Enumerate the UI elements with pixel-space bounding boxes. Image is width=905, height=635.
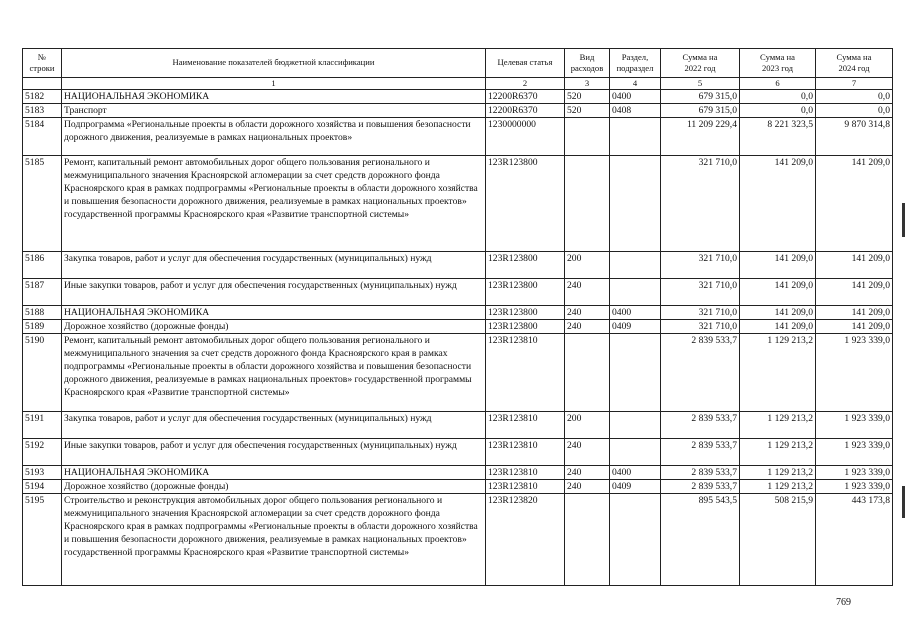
cell-sum-2022: 321 710,0 [661,320,740,334]
cell-sum-2024: 141 209,0 [816,252,893,279]
column-number [23,78,62,90]
cell-sum-2022: 11 209 229,4 [661,118,740,156]
table-row [23,480,893,494]
cell-section: 0400 [610,466,661,480]
cell-sum-2023: 1 129 213,2 [740,334,816,412]
cell-sum-2022: 321 710,0 [661,306,740,320]
cell-sum-2024: 141 209,0 [816,320,893,334]
cell-section: 0400 [610,90,661,104]
cell-expense-type: 520 [565,90,610,104]
column-number: 6 [740,78,816,90]
table-row [23,306,893,320]
cell-sum-2023: 141 209,0 [740,306,816,320]
cell-sum-2023: 1 129 213,2 [740,480,816,494]
cell-sum-2023: 141 209,0 [740,279,816,306]
cell-sum-2024: 443 173,8 [816,494,893,586]
cell-target-article: 123R123810 [486,334,565,412]
cell-indicator-name: Подпрограмма «Региональные проекты в области дорожного хозяйства и повышения безопасности дорожного движения, реализуемые в рамках национальных проектов» [62,118,486,156]
cell-section [610,439,661,466]
cell-target-article: 123R123810 [486,412,565,439]
cell-sum-2023: 1 129 213,2 [740,439,816,466]
cell-section: 0400 [610,306,661,320]
cell-target-article: 123R123800 [486,306,565,320]
cell-target-article: 123R123800 [486,279,565,306]
cell-sum-2022: 2 839 533,7 [661,334,740,412]
cell-indicator-name: Строительство и реконструкция автомобильных дорог общего пользования регионального и межмуниципального значения Красноярской агломерации за счет средств дорожного фонда Красноярского края в рамках подпрограммы «Региональные проекты в области дорожного хозяйства и повышения безопасности дорожного движения, реализуемые в рамках национальных проектов» государственной программы Красноярского края «Развитие транспортной системы» [62,494,486,586]
cell-expense-type [565,118,610,156]
header-row-no: № строки [23,49,62,78]
cell-sum-2022: 679 315,0 [661,104,740,118]
cell-sum-2023: 141 209,0 [740,320,816,334]
cell-sum-2024: 1 923 339,0 [816,439,893,466]
cell-sum-2024: 141 209,0 [816,156,893,252]
cell-sum-2024: 1 923 339,0 [816,412,893,439]
budget-table [22,48,893,586]
cell-expense-type: 240 [565,306,610,320]
cell-target-article: 123R123800 [486,156,565,252]
column-number: 1 [62,78,486,90]
cell-expense-type [565,156,610,252]
cell-sum-2023: 8 221 323,5 [740,118,816,156]
table-row [23,104,893,118]
header-target-article: Целевая статья [486,49,565,78]
cell-sum-2022: 2 839 533,7 [661,412,740,439]
cell-target-article: 12200R6370 [486,90,565,104]
cell-indicator-name: Закупка товаров, работ и услуг для обеспечения государственных (муниципальных) нужд [62,252,486,279]
cell-section [610,334,661,412]
cell-indicator-name: Дорожное хозяйство (дорожные фонды) [62,480,486,494]
cell-indicator-name: Ремонт, капитальный ремонт автомобильных дорог общего пользования регионального и межмуниципального значения Красноярской агломерации за счет средств дорожного фонда Красноярского края в рамках подпрограммы «Региональные проекты в области дорожного хозяйства и повышения безопасности дорожного движения, реализуемые в рамках национальных проектов» государственной программы Красноярского края «Развитие транспортной системы» [62,156,486,252]
cell-section: 0409 [610,320,661,334]
cell-sum-2024: 0,0 [816,90,893,104]
cell-sum-2024: 9 870 314,8 [816,118,893,156]
cell-expense-type: 200 [565,412,610,439]
cell-sum-2024: 1 923 339,0 [816,480,893,494]
cell-sum-2023: 0,0 [740,90,816,104]
table-row [23,90,893,104]
cell-expense-type [565,334,610,412]
cell-target-article: 123R123810 [486,480,565,494]
header-section: Раздел, подраздел [610,49,661,78]
cell-expense-type: 240 [565,439,610,466]
table-row [23,320,893,334]
cell-target-article: 123R123800 [486,320,565,334]
cell-sum-2022: 2 839 533,7 [661,439,740,466]
column-number: 2 [486,78,565,90]
cell-expense-type: 240 [565,279,610,306]
table-row [23,466,893,480]
cell-row-number: 5190 [23,334,62,412]
cell-sum-2024: 141 209,0 [816,306,893,320]
cell-sum-2023: 0,0 [740,104,816,118]
cell-row-number: 5191 [23,412,62,439]
header-name: Наименование показателей бюджетной классификации [62,49,486,78]
column-number: 3 [565,78,610,90]
table-header [23,49,893,90]
cell-indicator-name: НАЦИОНАЛЬНАЯ ЭКОНОМИКА [62,90,486,104]
column-number-row [23,78,893,90]
cell-row-number: 5182 [23,90,62,104]
cell-row-number: 5194 [23,480,62,494]
cell-section: 0409 [610,480,661,494]
cell-section [610,412,661,439]
cell-expense-type: 240 [565,466,610,480]
table-row [23,334,893,412]
cell-sum-2024: 1 923 339,0 [816,466,893,480]
cell-target-article: 12200R6370 [486,104,565,118]
cell-sum-2022: 321 710,0 [661,279,740,306]
cell-sum-2022: 2 839 533,7 [661,466,740,480]
column-number: 5 [661,78,740,90]
table-row [23,412,893,439]
header-expense-type: Вид расходов [565,49,610,78]
column-number: 4 [610,78,661,90]
cell-target-article: 123R123810 [486,466,565,480]
cell-section [610,118,661,156]
cell-sum-2022: 321 710,0 [661,252,740,279]
cell-section [610,494,661,586]
cell-expense-type [565,494,610,586]
cell-row-number: 5185 [23,156,62,252]
cell-expense-type: 240 [565,320,610,334]
header-sum-2022: Сумма на 2022 год [661,49,740,78]
column-number: 7 [816,78,893,90]
table-row [23,156,893,252]
cell-row-number: 5195 [23,494,62,586]
cell-expense-type: 520 [565,104,610,118]
cell-sum-2023: 141 209,0 [740,252,816,279]
cell-row-number: 5193 [23,466,62,480]
cell-sum-2024: 141 209,0 [816,279,893,306]
table-row [23,279,893,306]
cell-expense-type: 200 [565,252,610,279]
header-sum-2023: Сумма на 2023 год [740,49,816,78]
cell-section [610,252,661,279]
cell-sum-2023: 141 209,0 [740,156,816,252]
cell-indicator-name: НАЦИОНАЛЬНАЯ ЭКОНОМИКА [62,306,486,320]
cell-sum-2022: 2 839 533,7 [661,480,740,494]
table-row [23,494,893,586]
cell-indicator-name: Дорожное хозяйство (дорожные фонды) [62,320,486,334]
cell-target-article: 123R123810 [486,439,565,466]
cell-indicator-name: Иные закупки товаров, работ и услуг для обеспечения государственных (муниципальных) нужд [62,279,486,306]
cell-section: 0408 [610,104,661,118]
cell-row-number: 5188 [23,306,62,320]
cell-sum-2024: 1 923 339,0 [816,334,893,412]
cell-row-number: 5189 [23,320,62,334]
page-number: 769 [836,597,851,608]
cell-target-article: 1230000000 [486,118,565,156]
cell-sum-2022: 679 315,0 [661,90,740,104]
cell-sum-2024: 0,0 [816,104,893,118]
cell-indicator-name: НАЦИОНАЛЬНАЯ ЭКОНОМИКА [62,466,486,480]
cell-section [610,279,661,306]
cell-sum-2023: 1 129 213,2 [740,466,816,480]
cell-target-article: 123R123820 [486,494,565,586]
cell-row-number: 5192 [23,439,62,466]
cell-section [610,156,661,252]
cell-target-article: 123R123800 [486,252,565,279]
cell-sum-2023: 1 129 213,2 [740,412,816,439]
cell-row-number: 5186 [23,252,62,279]
table-row [23,252,893,279]
cell-indicator-name: Ремонт, капитальный ремонт автомобильных дорог общего пользования регионального и межмуниципального значения за счет средств дорожного фонда Красноярского края в рамках подпрограммы «Региональные проекты в области дорожного хозяйства и повышения безопасности дорожного движения, реализуемые в рамках национальных проектов» государственной программы Красноярского края «Развитие транспортной системы» [62,334,486,412]
cell-row-number: 5184 [23,118,62,156]
header-sum-2024: Сумма на 2024 год [816,49,893,78]
cell-expense-type: 240 [565,480,610,494]
cell-sum-2022: 895 543,5 [661,494,740,586]
cell-sum-2022: 321 710,0 [661,156,740,252]
cell-indicator-name: Закупка товаров, работ и услуг для обеспечения государственных (муниципальных) нужд [62,412,486,439]
table-body [23,90,893,586]
cell-indicator-name: Иные закупки товаров, работ и услуг для обеспечения государственных (муниципальных) нужд [62,439,486,466]
cell-row-number: 5183 [23,104,62,118]
table-row [23,118,893,156]
cell-indicator-name: Транспорт [62,104,486,118]
table-row [23,439,893,466]
cell-sum-2023: 508 215,9 [740,494,816,586]
cell-row-number: 5187 [23,279,62,306]
